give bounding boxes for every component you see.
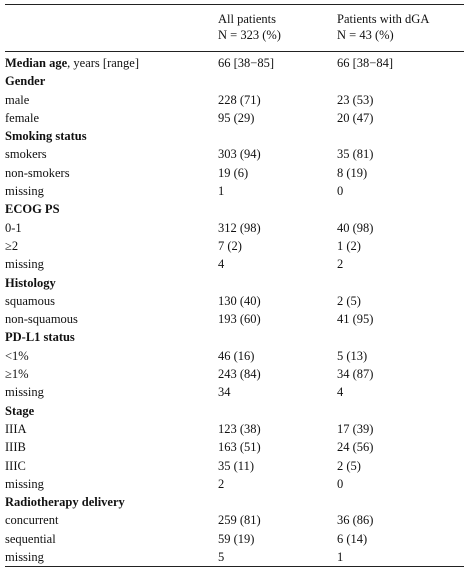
cell-all-patients: 163 (51) xyxy=(218,440,261,455)
row-label: IIIB xyxy=(5,440,26,455)
row-label: non-squamous xyxy=(5,312,78,327)
cell-all-patients: 259 (81) xyxy=(218,513,261,528)
table-row xyxy=(5,365,464,383)
cell-all-patients: 2 xyxy=(218,476,225,491)
header-dga-patients-title: Patients with dGA xyxy=(337,12,430,26)
table-row xyxy=(5,91,464,109)
cell-dga-patients: 8 (19) xyxy=(337,165,368,180)
table-row xyxy=(5,511,464,529)
table-row xyxy=(5,530,464,548)
cell-all-patients: 303 (94) xyxy=(218,147,261,162)
row-label: sequential xyxy=(5,531,56,546)
header-all-patients-title: All patients xyxy=(218,12,276,26)
section-heading: Gender xyxy=(5,74,46,89)
cell-all-patients: 228 (71) xyxy=(218,92,261,107)
cell-all-patients: 1 xyxy=(218,184,225,199)
cell-dga-patients: 0 xyxy=(337,184,344,199)
row-label: missing xyxy=(5,184,44,199)
cell-all-patients: 312 (98) xyxy=(218,220,261,235)
section-heading-row xyxy=(5,200,464,218)
cell-dga-patients: 35 (81) xyxy=(337,147,374,162)
table-row xyxy=(5,347,464,365)
row-label: female xyxy=(5,110,40,125)
header-dga-patients xyxy=(337,11,429,43)
cell-dga-patients: 2 (5) xyxy=(337,293,361,308)
cell-dga-patients: 5 (13) xyxy=(337,348,368,363)
row-label: ≥1% xyxy=(5,367,29,382)
section-heading-row xyxy=(5,274,464,292)
row-label: missing xyxy=(5,257,44,272)
table-header xyxy=(5,5,464,52)
cell-dga-patients: 20 (47) xyxy=(337,110,374,125)
cell-all-patients: 193 (60) xyxy=(218,312,261,327)
cell-all-patients: 34 xyxy=(218,385,231,400)
cell-all-patients: 59 (19) xyxy=(218,531,255,546)
table-row xyxy=(5,219,464,237)
table-row xyxy=(5,237,464,255)
header-dga-patients-count: N = 43 (%) xyxy=(337,28,394,42)
cell-dga-patients: 23 (53) xyxy=(337,92,374,107)
section-heading: Smoking status xyxy=(5,129,87,144)
row-label: <1% xyxy=(5,348,29,363)
table-row xyxy=(5,54,464,72)
table-row xyxy=(5,475,464,493)
table-row xyxy=(5,109,464,127)
cell-all-patients: 123 (38) xyxy=(218,421,261,436)
table-row xyxy=(5,255,464,273)
row-label: missing xyxy=(5,385,44,400)
row-label-bold: Median age xyxy=(5,56,68,70)
table-row xyxy=(5,438,464,456)
section-heading: PD-L1 status xyxy=(5,330,75,345)
row-label: ≥2 xyxy=(5,238,19,253)
cell-dga-patients: 41 (95) xyxy=(337,312,374,327)
cell-all-patients: 46 (16) xyxy=(218,348,255,363)
cell-dga-patients: 17 (39) xyxy=(337,421,374,436)
table-row xyxy=(5,383,464,401)
row-label-rest: , years [range] xyxy=(67,56,139,70)
cell-all-patients: 130 (40) xyxy=(218,293,261,308)
cell-all-patients: 5 xyxy=(218,550,225,565)
cell-all-patients: 19 (6) xyxy=(218,165,249,180)
section-heading: Stage xyxy=(5,403,35,418)
row-label: male xyxy=(5,92,30,107)
cell-all-patients: 7 (2) xyxy=(218,238,242,253)
cell-dga-patients: 4 xyxy=(337,385,344,400)
row-label: non-smokers xyxy=(5,165,70,180)
cell-dga-patients: 1 xyxy=(337,550,344,565)
section-heading: ECOG PS xyxy=(5,202,60,217)
section-heading-row xyxy=(5,328,464,346)
row-label xyxy=(5,54,139,72)
table-row xyxy=(5,164,464,182)
cell-dga-patients: 2 xyxy=(337,257,344,272)
row-label: missing xyxy=(5,550,44,565)
cell-all-patients: 243 (84) xyxy=(218,367,261,382)
cell-all-patients: 35 (11) xyxy=(218,458,254,473)
cell-dga-patients: 34 (87) xyxy=(337,367,374,382)
table-row xyxy=(5,457,464,475)
table-row xyxy=(5,145,464,163)
row-label: IIIC xyxy=(5,458,26,473)
table-body xyxy=(5,52,464,566)
patient-characteristics-table xyxy=(5,4,464,567)
cell-dga-patients: 6 (14) xyxy=(337,531,368,546)
section-heading-row xyxy=(5,72,464,90)
table-row xyxy=(5,182,464,200)
cell-dga-patients: 36 (86) xyxy=(337,513,374,528)
cell-all-patients: 4 xyxy=(218,257,225,272)
table-row xyxy=(5,420,464,438)
header-all-patients-count: N = 323 (%) xyxy=(218,28,281,42)
row-label: smokers xyxy=(5,147,47,162)
section-heading-row xyxy=(5,127,464,145)
row-label: 0-1 xyxy=(5,220,22,235)
cell-dga-patients: 24 (56) xyxy=(337,440,374,455)
cell-dga-patients: 2 (5) xyxy=(337,458,361,473)
cell-all-patients: 95 (29) xyxy=(218,110,255,125)
table-row xyxy=(5,548,464,566)
cell-dga-patients: 66 [38−84] xyxy=(337,56,393,70)
section-heading-row xyxy=(5,493,464,511)
table-row xyxy=(5,310,464,328)
row-label: missing xyxy=(5,476,44,491)
section-heading: Radiotherapy delivery xyxy=(5,495,125,510)
cell-all-patients: 66 [38−85] xyxy=(218,56,274,70)
cell-dga-patients: 40 (98) xyxy=(337,220,374,235)
cell-dga-patients: 0 xyxy=(337,476,344,491)
cell-dga-patients: 1 (2) xyxy=(337,238,361,253)
row-label: squamous xyxy=(5,293,55,308)
section-heading-row xyxy=(5,402,464,420)
header-all-patients xyxy=(218,11,281,43)
row-label: IIIA xyxy=(5,421,27,436)
row-label: concurrent xyxy=(5,513,59,528)
section-heading: Histology xyxy=(5,275,56,290)
table-row xyxy=(5,292,464,310)
